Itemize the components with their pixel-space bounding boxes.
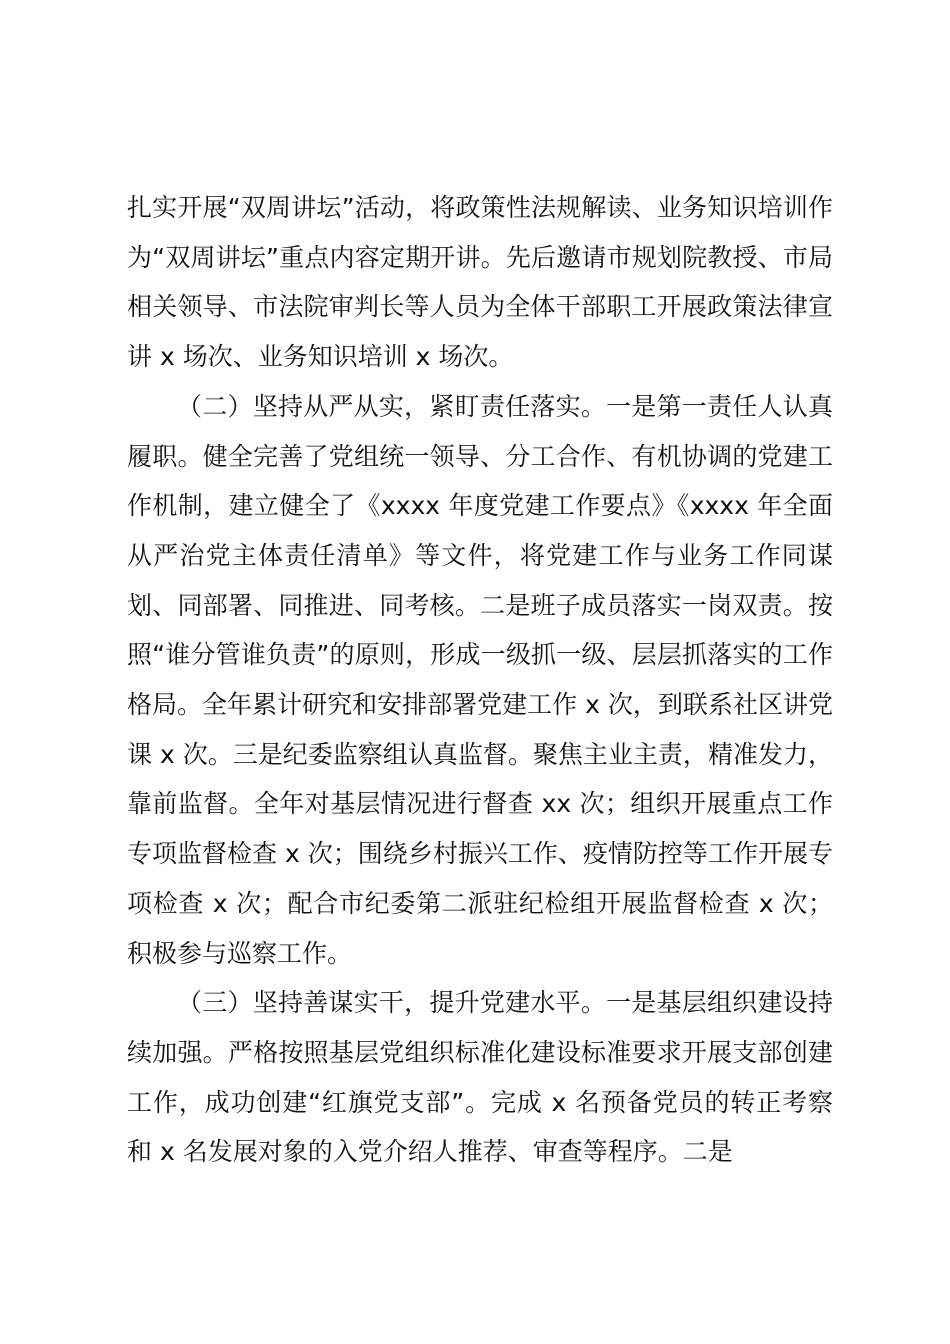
paragraph-section-three: （三）坚持善谋实干，提升党建水平。一是基层组织建设持续加强。严格按照基层党组织标准化建设标准要求开展支部创建工作，成功创建“红旗党支部”。完成 x 名预备党员的转正考察和 x 名发展对象的入党介绍人推荐、审查等程序。二是 xyxy=(127,988,833,1167)
document-body xyxy=(127,183,833,1177)
paragraph-continued: 扎实开展“双周讲坛”活动，将政策性法规解读、业务知识培训作为“双周讲坛”重点内容定期开讲。先后邀请市规划院教授、市局相关领导、市法院审判长等人员为全体干部职工开展政策法律宣讲 x 场次、业务知识培训 x 场次。 xyxy=(127,193,833,372)
paragraph-section-two: （二）坚持从严从实，紧盯责任落实。一是第一责任人认真履职。健全完善了党组统一领导、分工合作、有机协调的党建工作机制，建立健全了《xxxx 年度党建工作要点》《xxxx 年全面从严治党主体责任清单》等文件，将党建工作与业务工作同谋划、同部署、同推进、同考核。二是班子成员落实一岗双责。按照“谁分管谁负责”的原则，形成一级抓一级、层层抓落实的工作格局。全年累计研究和安排部署党建工作 x 次，到联系社区讲党课 x 次。三是纪委监察组认真监督。聚焦主业主责，精准发力，靠前监督。全年对基层情况进行督查 xx 次；组织开展重点工作专项监督检查 x 次；围绕乡村振兴工作、疫情防控等工作开展专项检查 x 次；配合市纪委第二派驻纪检组开展监督检查 x 次；积极参与巡察工作。 xyxy=(127,391,833,968)
